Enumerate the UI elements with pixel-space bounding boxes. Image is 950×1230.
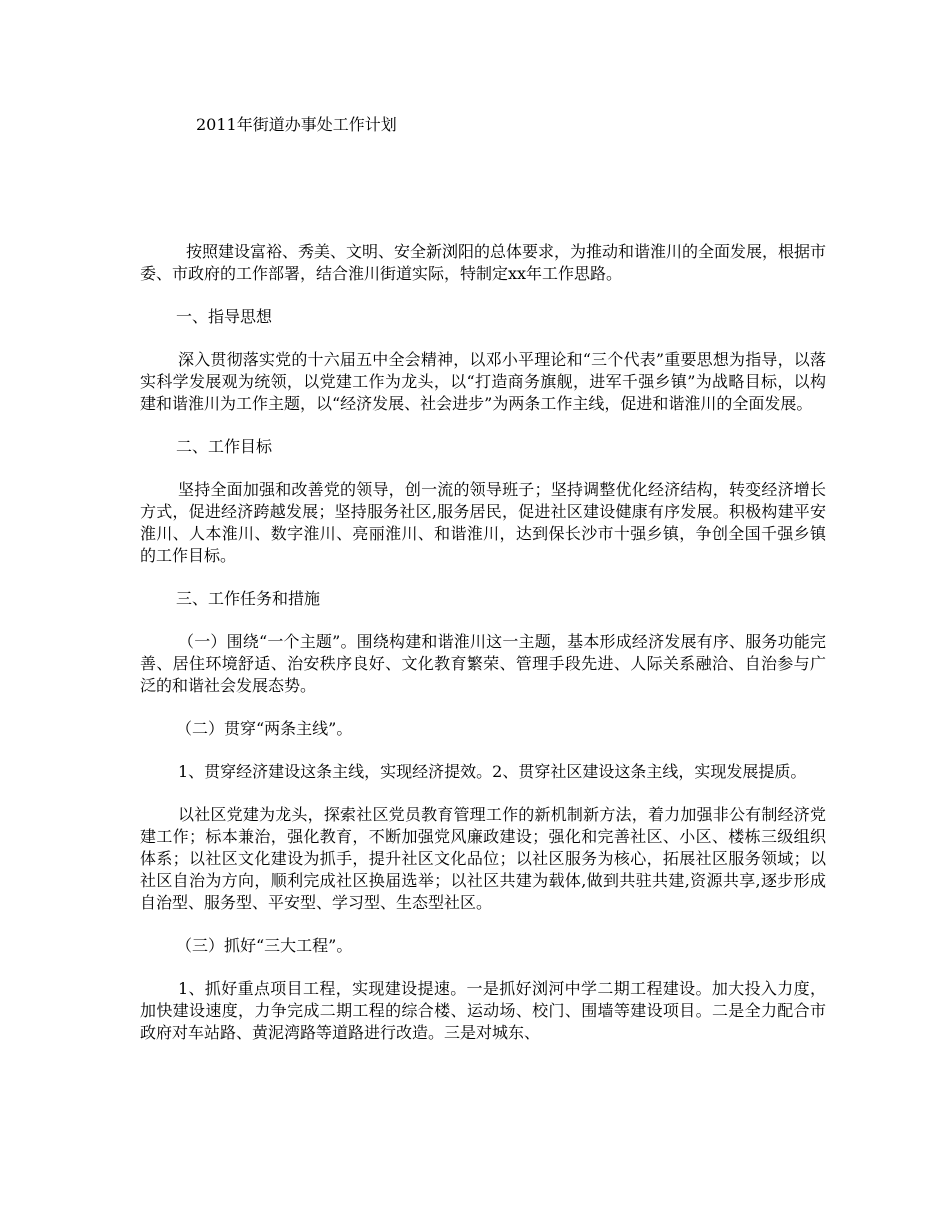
task-two-paragraph: 1、贯穿经济建设这条主线，实现经济提效。2、贯穿社区建设这条主线，实现发展提质。 <box>178 762 807 781</box>
intro-paragraph: 按照建设富裕、秀美、文明、安全新浏阳的总体要求，为推动和谐淮川的全面发展，根据市委、市政府的工作部署，结合淮川街道实际，特制定xx年工作思路。 <box>140 242 827 283</box>
task-one-theme-paragraph: （一）围绕“一个主题”。围绕构建和谐淮川这一主题，基本形成经济发展有序、服务功能完善、居住环境舒适、治安秩序良好、文化教育繁荣、管理手段先进、人际关系融洽、自治参与广泛的和谐社会发展态势。 <box>140 632 826 695</box>
guiding-ideology-paragraph: 深入贯彻落实党的十六届五中全会精神，以邓小平理论和“三个代表”重要思想为指导，以落实科学发展观为统领，以党建工作为龙头，以“打造商务旗舰，进军千强乡镇”为战略目标，以构建和谐淮川为工作主题，以“经济发展、社会进步”为两条工作主线，促进和谐淮川的全面发展。 <box>140 350 826 413</box>
section-heading-tasks-measures: 三、工作任务和措施 <box>176 589 321 608</box>
document-body <box>140 241 826 1044</box>
section-heading-work-goals: 二、工作目标 <box>176 437 273 456</box>
section-heading-guiding-ideology: 一、指导思想 <box>176 307 273 326</box>
community-party-building-paragraph: 以社区党建为龙头，探索社区党员教育管理工作的新机制新方法，着力加强非公有制经济党建工作；标本兼治，强化教育，不断加强党风廉政建设；强化和完善社区、小区、楼栋三级组织体系；以社区文化建设为抓手，提升社区文化品位；以社区服务为核心，拓展社区服务领域；以社区自治为方向，顺利完成社区换届选举；以社区共建为载体,做到共驻共建,资源共享,逐步形成自治型、服务型、平安型、学习型、生态型社区。 <box>140 805 826 912</box>
task-three-heading: （三）抓好“三大工程”。 <box>176 936 353 955</box>
document-title: 2011年街道办事处工作计划 <box>196 115 397 134</box>
work-goals-paragraph: 坚持全面加强和改善党的领导，创一流的领导班子；坚持调整优化经济结构，转变经济增长方式，促进经济跨越发展；坚持服务社区,服务居民，促进社区建设健康有序发展。积极构建平安淮川、人本淮川、数字淮川、亮丽淮川、和谐淮川，达到保长沙市十强乡镇，争创全国千强乡镇的工作目标。 <box>140 480 826 565</box>
task-two-heading: （二）贯穿“两条主线”。 <box>176 719 353 738</box>
key-projects-paragraph: 1、抓好重点项目工程，实现建设提速。一是抓好浏河中学二期工程建设。加大投入力度，加快建设速度，力争完成二期工程的综合楼、运动场、校门、围墙等建设项目。二是全力配合市政府对车站路、黄泥湾路等道路进行改造。三是对城东、 <box>140 979 826 1042</box>
